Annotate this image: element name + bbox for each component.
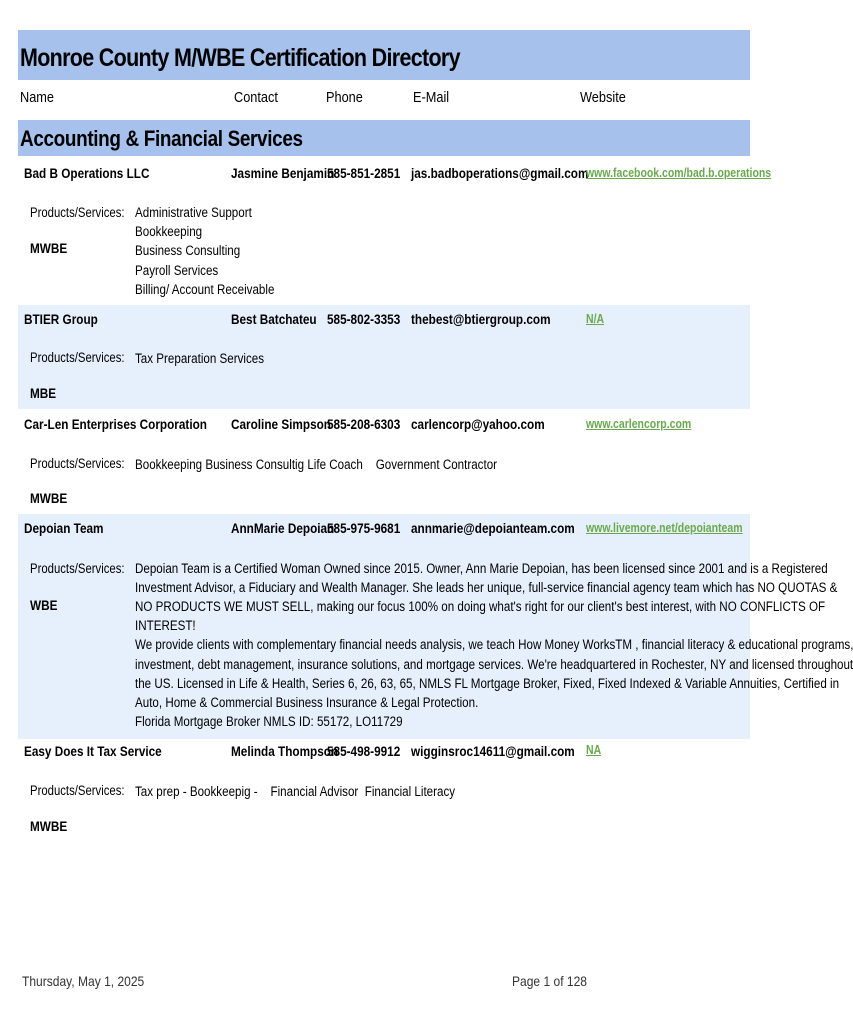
phone-number: 585-975-9681 [327,520,401,536]
website-link[interactable]: www.carlencorp.com [586,417,692,431]
product-item: Administrative Support [135,205,252,220]
contact-name: Jasmine Benjamin [231,165,335,181]
footer-page-number: Page 1 of 128 [512,973,587,989]
header-name: Name [20,89,55,106]
description-line: Investment Advisor, a Fiduciary and Wealth Manager. She leads her unique, full-service financial agency team which has NO QUOTAS & [135,580,838,595]
email-address: jas.badboperations@gmail.com [411,165,589,181]
email-address: thebest@btiergroup.com [411,311,551,327]
product-item: Business Consulting [135,243,241,258]
product-item: Bookkeeping [135,224,203,239]
title-bar [18,30,750,80]
website-link[interactable]: www.livemore.net/depoianteam [586,521,743,535]
contact-name: Best Batchateu [231,311,317,327]
product-item: Bookkeeping Business Consultig Life Coach Government Contractor [135,457,498,472]
section-bar [18,120,750,156]
phone-number: 585-208-6303 [327,416,401,432]
products-label: Products/Services: [30,350,125,365]
products-label: Products/Services: [30,456,125,471]
phone-number: 585-498-9912 [327,743,401,759]
description-line: INTEREST! [135,618,196,633]
description-line: the US. Licensed in Life & Health, Series 6, 26, 63, 65, NMLS FL Mortgage Broker, Fixed, Fixed Indexed & Variable Annuities, Certified in [135,676,840,691]
description-line: investment, debt management, insurance solutions, and mortgage services. We're headquartered in Rochester, NY and licensed throughout [135,657,853,672]
header-contact: Contact [234,89,278,106]
contact-name: Melinda Thompson [231,743,339,759]
section-title: Accounting & Financial Services [20,126,303,151]
contact-name: AnnMarie Depoian [231,520,335,536]
products-label: Products/Services: [30,561,125,576]
header-email: E-Mail [413,89,450,106]
cert-type: MBE [30,385,57,401]
products-label: Products/Services: [30,783,125,798]
page-title: Monroe County M/WBE Certification Directory [20,44,460,72]
contact-name: Caroline Simpson [231,416,331,432]
header-phone: Phone [326,89,363,106]
description-line: Florida Mortgage Broker NMLS ID: 55172, LO11729 [135,714,403,729]
website-link[interactable]: www.facebook.com/bad.b.operations [586,166,772,180]
email-address: annmarie@depoianteam.com [411,520,575,536]
product-item: Billing/ Account Receivable [135,282,275,297]
business-name: Easy Does It Tax Service [24,743,162,759]
product-item: Tax Preparation Services [135,351,265,366]
description-line: We provide clients with complementary financial needs analysis, we teach How Money WorksTM , financial literacy & educational programs, [135,637,853,652]
phone-number: 585-851-2851 [327,165,401,181]
cert-type: MWBE [30,818,68,834]
business-name: BTIER Group [24,311,98,327]
business-name: Depoian Team [24,520,104,536]
product-item: Tax prep - Bookkeepig - Financial Advisor Financial Literacy [135,784,456,799]
cert-type: MWBE [30,240,68,256]
phone-number: 585-802-3353 [327,311,401,327]
product-item: Payroll Services [135,263,219,278]
email-address: wigginsroc14611@gmail.com [411,743,575,759]
description-line: Auto, Home & Commercial Business Insurance & Legal Protection. [135,695,479,710]
email-address: carlencorp@yahoo.com [411,416,545,432]
business-name: Bad B Operations LLC [24,165,150,181]
cert-type: MWBE [30,490,68,506]
header-website: Website [580,89,626,106]
description-line: NO PRODUCTS WE MUST SELL, making our focus 100% on doing what's right for our client's best interest, with NO CONFLICTS OF [135,599,826,614]
description-line: Depoian Team is a Certified Woman Owned since 2015. Owner, Ann Marie Depoian, has been licensed since 2001 and is a Registered [135,561,828,576]
cert-type: WBE [30,597,58,613]
website-link[interactable]: NA [586,743,602,757]
website-link[interactable]: N/A [586,312,605,326]
products-label: Products/Services: [30,205,125,220]
business-name: Car-Len Enterprises Corporation [24,416,207,432]
footer-date: Thursday, May 1, 2025 [22,973,145,989]
